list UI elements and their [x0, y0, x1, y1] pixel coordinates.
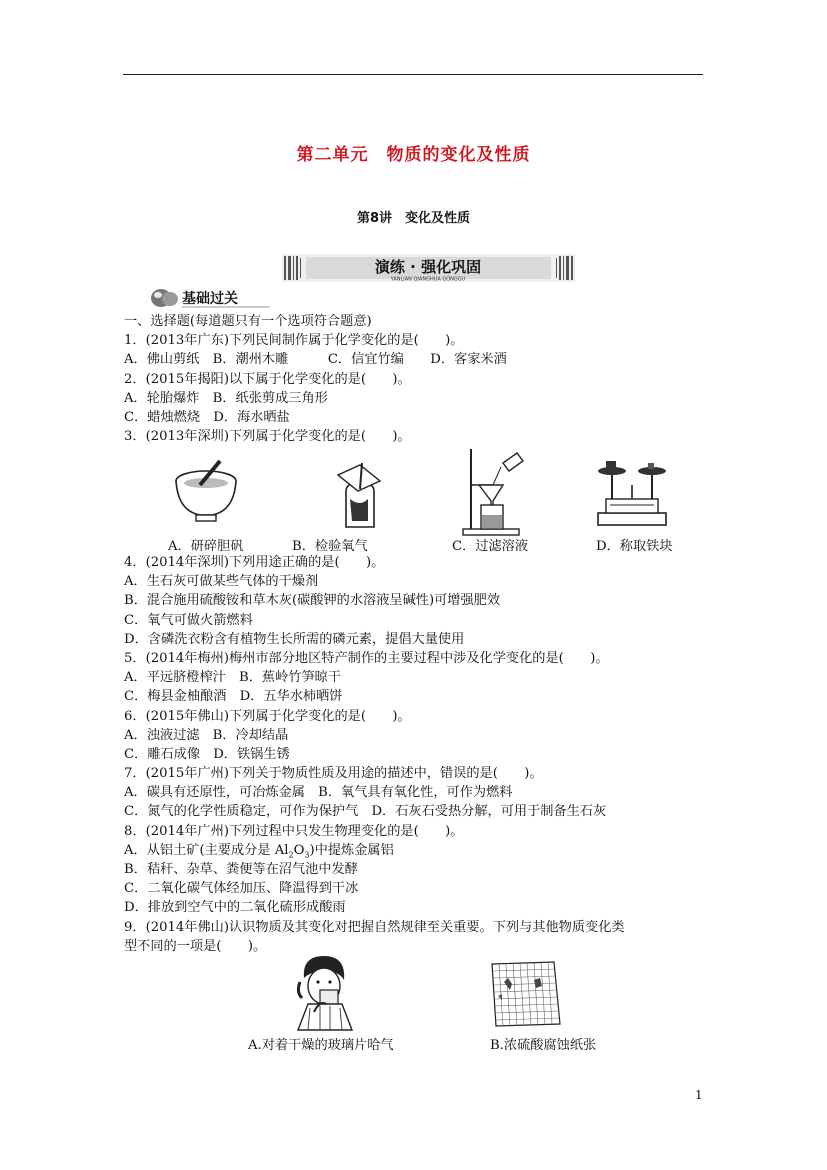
question-5-options-cd: C．梅县金柚酿酒 D．五华水柿晒饼 — [124, 689, 343, 705]
question-1: 1．(2013年广东)下列民间制作属于化学变化的是( )。 — [124, 333, 464, 349]
figure-caption-c: C．过滤溶液 — [452, 539, 529, 554]
question-1-options: A．佛山剪纸 B．潮州木雕 C．信宜竹编 D．客家米酒 — [124, 352, 507, 368]
figure-caption-b: B．检验氧气 — [292, 539, 368, 554]
lecture-title: 第8讲 变化及性质 — [356, 211, 471, 226]
figure-caption-q9-a: A.对着干燥的玻璃片哈气 — [248, 1038, 394, 1053]
option-a-text: A．从铝土矿(主要成分是 Al — [124, 842, 289, 858]
question-8-option-b: B．秸秆、杂草、粪便等在沼气池中发酵 — [124, 862, 358, 877]
corroded-paper-icon — [490, 960, 562, 1028]
question-8-option-d: D．排放到空气中的二氧化硫形成酸雨 — [124, 900, 346, 916]
section-tag-label: 基础过关 — [182, 291, 238, 307]
question-8: 8．(2014年广州)下列过程中只发生物理变化的是( )。 — [124, 823, 464, 839]
questions-part-2 — [124, 553, 704, 956]
question-5: 5．(2014年梅州)梅州市部分地区特产制作的主要过程中涉及化学变化的是( )。 — [124, 650, 609, 666]
question-2-options-cd: C．蜡烛燃烧 D．海水晒盐 — [124, 409, 290, 425]
question-9: 9．(2014年佛山)认识物质及其变化对把握自然规律至关重要。下列与其他物质变化类 — [124, 919, 625, 935]
question-8-option-a — [124, 841, 704, 860]
balance-scale-icon — [592, 459, 672, 529]
question-7-options-cd: C．氮气的化学性质稳定，可作为保护气 D．石灰石受热分解，可用于制备生石灰 — [124, 804, 607, 820]
subscript: 2 — [288, 850, 294, 860]
mortar-pestle-icon — [170, 459, 242, 531]
question-3-figures — [124, 445, 704, 553]
header-rule — [123, 74, 703, 75]
banner-pinyin: YANLIAN QIANGHUA GONGGU — [390, 276, 466, 282]
questions-part-1 — [124, 312, 704, 446]
question-4: 4．(2014年深圳)下列用途正确的是( )。 — [124, 555, 385, 570]
question-9-continued: 型不同的一项是( )。 — [124, 938, 267, 954]
figure-caption-a: A．研碎胆矾 — [168, 539, 244, 554]
instruction-line: 一、选择题(每道题只有一个选项符合题意) — [124, 314, 372, 329]
question-6-options-ab: A．浊液过滤 B．冷却结晶 — [124, 727, 289, 743]
filtration-icon — [459, 445, 529, 537]
subscript: 3 — [304, 850, 310, 860]
figure-caption-q9-b: B.浓硫酸腐蚀纸张 — [490, 1038, 597, 1053]
gas-bottle-icon — [334, 461, 384, 531]
figure-caption-d: D．称取铁块 — [596, 539, 673, 554]
question-4-option-b: B．混合施用硫酸铵和草木灰(碳酸钾的水溶液呈碱性)可增强肥效 — [124, 593, 501, 609]
person-breathing-on-glass-icon — [290, 952, 360, 1032]
option-a-text: O — [293, 842, 305, 858]
page-number: 1 — [695, 1088, 703, 1102]
question-3: 3．(2013年深圳)下列属于化学变化的是( )。 — [124, 429, 411, 445]
question-6: 6．(2015年佛山)下列属于化学变化的是( )。 — [124, 708, 411, 724]
banner-title: 演练 · 强化巩固 — [374, 258, 482, 276]
question-5-options-ab: A．平远脐橙榨汁 B．蕉岭竹笋晾干 — [124, 670, 342, 686]
unit-title: 第二单元 物质的变化及性质 — [296, 145, 531, 165]
question-4-option-a: A．生石灰可做某些气体的干燥剂 — [124, 574, 319, 590]
question-7: 7．(2015年广州)下列关于物质性质及用途的描述中，错误的是( )。 — [124, 766, 543, 782]
question-4-option-c: C．氧气可做火箭燃料 — [124, 612, 253, 628]
section-tag — [150, 287, 280, 309]
section-banner — [282, 254, 575, 282]
option-a-text: )中提炼金属铝 — [309, 842, 394, 858]
question-2-options-ab: A．轮胎爆炸 B．纸张剪成三角形 — [124, 390, 328, 406]
question-4-option-d: D．含磷洗衣粉含有植物生长所需的磷元素，提倡大量使用 — [124, 631, 465, 647]
question-2: 2．(2015年揭阳)以下属于化学变化的是( )。 — [124, 371, 411, 387]
question-8-option-c: C．二氧化碳气体经加压、降温得到干冰 — [124, 881, 359, 897]
question-6-options-cd: C．雕石成像 D．铁锅生锈 — [124, 746, 290, 762]
question-7-options-ab: A．碳具有还原性，可冶炼金属 B．氧气具有氧化性，可作为燃料 — [124, 785, 513, 801]
